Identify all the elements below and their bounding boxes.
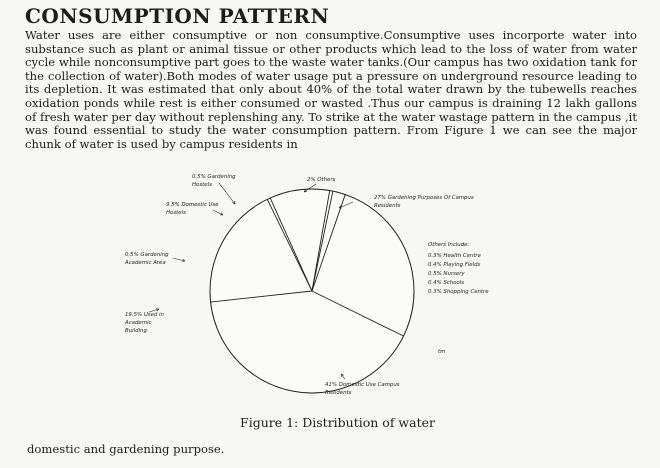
pie-label-text: Residents — [374, 203, 401, 209]
pie-label-text: 0.5% Gardening — [192, 174, 236, 180]
pie-label-text: Academic Area — [125, 260, 166, 266]
pie-label-text: Residents — [325, 390, 352, 396]
pie-slice-label — [192, 174, 236, 204]
others-item: 0.4% Schools — [428, 280, 465, 286]
label-pointer-arrow — [219, 183, 235, 204]
label-pointer-arrow — [213, 210, 223, 215]
pie-label-text: Academic — [125, 320, 152, 326]
pie-slice-label — [166, 202, 223, 216]
pie-slice-label — [124, 309, 165, 334]
pie-label-text: 19.5% Used in — [125, 312, 164, 318]
others-note — [428, 242, 489, 295]
stray-mark: tm — [438, 349, 446, 355]
others-item: 0.4% Playing Fields — [428, 262, 481, 268]
pie-label-text: Building — [125, 328, 147, 334]
pie-label-text: 41% Domestic Use Campus — [325, 382, 400, 388]
continuation-text: domestic and gardening purpose. — [27, 442, 225, 456]
others-item: 0.5% Nursery — [428, 271, 465, 277]
pie-label-text: Hostels — [192, 182, 212, 188]
others-item: 0.3% Shopping Centre — [428, 289, 489, 295]
figure-caption: Figure 1: Distribution of water — [240, 415, 435, 430]
others-title: Others Include: — [428, 242, 470, 248]
pie-slice-label — [124, 252, 185, 266]
pie-label-text: 0.5% Gardening — [125, 252, 169, 258]
pie-label-text: 27% Gardening Purposes Of Campus — [374, 195, 474, 201]
pie-label-text: Hostels — [166, 210, 186, 216]
pie-label-text: 9.5% Domestic Use — [166, 202, 219, 208]
section-title: CONSUMPTION PATTERN — [25, 4, 330, 28]
pie-label-text: 2% Others — [307, 177, 336, 183]
pie-chart — [95, 168, 535, 408]
others-item: 0.3% Health Centre — [428, 253, 481, 259]
body-paragraph: Water uses are either consumptive or non consumptive.Consumptive uses incorporte water into substance such as plant or animal tissue or other products which lead to the loss of water from water cycle while nonconsumptive part goes to the waste water tanks.(Our campus has two oxidation tank for the collection of water).Both modes of water usage put a pressure on underground resource leading to its depletion. It was estimated that only about 40% of the total water drawn by the tubewells reaches oxidation ponds while rest is either consumed or wasted .Thus our campus is draining 12 lakh gallons of fresh water per day without replenshing any. To strike at the water wastage pattern in the campus ,it was found essential to study the water consumption pattern. From Figure 1 we can see the major chunk of water is used by campus residents in — [25, 28, 637, 151]
